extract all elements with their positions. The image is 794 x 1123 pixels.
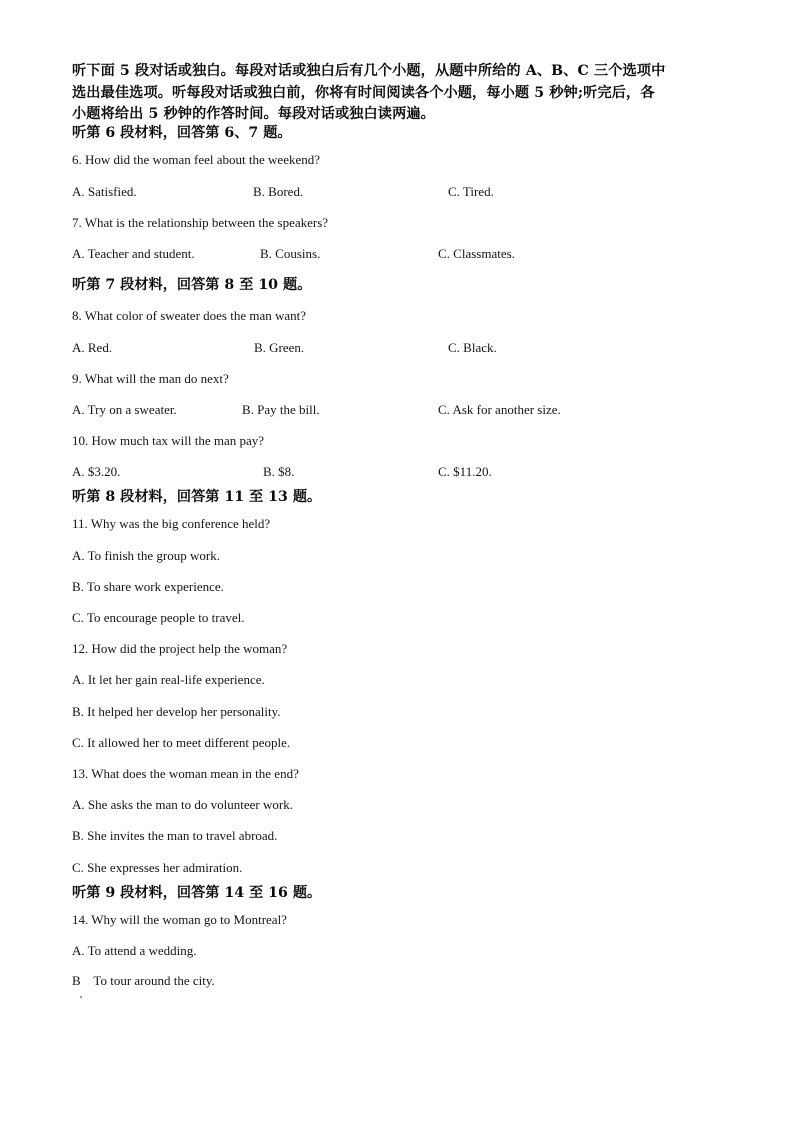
option-b: B. $8. xyxy=(263,464,295,479)
option-a: A. To finish the group work. xyxy=(72,548,220,563)
option-c: C. To encourage people to travel. xyxy=(72,610,245,625)
stray-mark xyxy=(80,996,82,998)
question-stem: 12. How did the project help the woman? xyxy=(72,641,288,656)
question-stem: 8. What color of sweater does the man want? xyxy=(72,308,307,323)
option-c: C. Classmates. xyxy=(438,246,515,261)
option-a: A. $3.20. xyxy=(72,464,121,479)
question-stem: 14. Why will the woman go to Montreal? xyxy=(72,912,287,927)
option-c: C. $11.20. xyxy=(438,464,492,479)
option-c: C. Tired. xyxy=(448,184,494,199)
option-a: A. Try on a sweater. xyxy=(72,402,177,417)
question-stem: 10. How much tax will the man pay? xyxy=(72,433,265,448)
instructions-line-1: 听下面 5 段对话或独白。每段对话或独白后有几个小题，从题中所给的 A、B、C 三个选项中 xyxy=(72,63,666,79)
question-stem: 7. What is the relationship between the speakers? xyxy=(72,215,329,230)
option-b: B. Bored. xyxy=(253,184,304,199)
option-a: A. To attend a wedding. xyxy=(72,943,197,958)
option-a: A. Teacher and student. xyxy=(72,246,195,261)
option-b: B. To share work experience. xyxy=(72,579,224,594)
option-b: B. Pay the bill. xyxy=(242,402,320,417)
option-c: C. Black. xyxy=(448,340,497,355)
question-stem: 11. Why was the big conference held? xyxy=(72,516,271,531)
instructions xyxy=(72,61,732,126)
option-a: A. She asks the man to do volunteer work. xyxy=(72,797,293,812)
instructions-line-3: 小题将给出 5 秒钟的作答时间。每段对话或独白读两遍。 xyxy=(72,106,435,122)
question-stem: 6. How did the woman feel about the weekend? xyxy=(72,152,321,167)
option-b: B. Cousins. xyxy=(260,246,321,261)
section-heading: 听第 7 段材料，回答第 8 至 10 题。 xyxy=(72,277,312,293)
option-b: B. She invites the man to travel abroad. xyxy=(72,828,278,843)
option-a: A. Red. xyxy=(72,340,113,355)
option-a: A. Satisfied. xyxy=(72,184,137,199)
option-b: B To tour around the city. xyxy=(72,973,215,988)
option-c: C. It allowed her to meet different people. xyxy=(72,735,291,750)
question-stem: 13. What does the woman mean in the end? xyxy=(72,766,299,781)
option-b: B. It helped her develop her personality. xyxy=(72,704,281,719)
question-stem: 9. What will the man do next? xyxy=(72,371,229,386)
option-c: C. Ask for another size. xyxy=(438,402,561,417)
option-c: C. She expresses her admiration. xyxy=(72,860,243,875)
section-heading: 听第 6 段材料，回答第 6、7 题。 xyxy=(72,125,292,141)
instructions-line-2: 选出最佳选项。听每段对话或独白前，你将有时间阅读各个小题，每小题 5 秒钟;听完后，各 xyxy=(72,84,655,101)
section-heading: 听第 8 段材料，回答第 11 至 13 题。 xyxy=(72,489,322,505)
section-heading: 听第 9 段材料，回答第 14 至 16 题。 xyxy=(72,885,322,901)
option-a: A. It let her gain real-life experience. xyxy=(72,672,265,687)
option-b: B. Green. xyxy=(254,340,305,355)
